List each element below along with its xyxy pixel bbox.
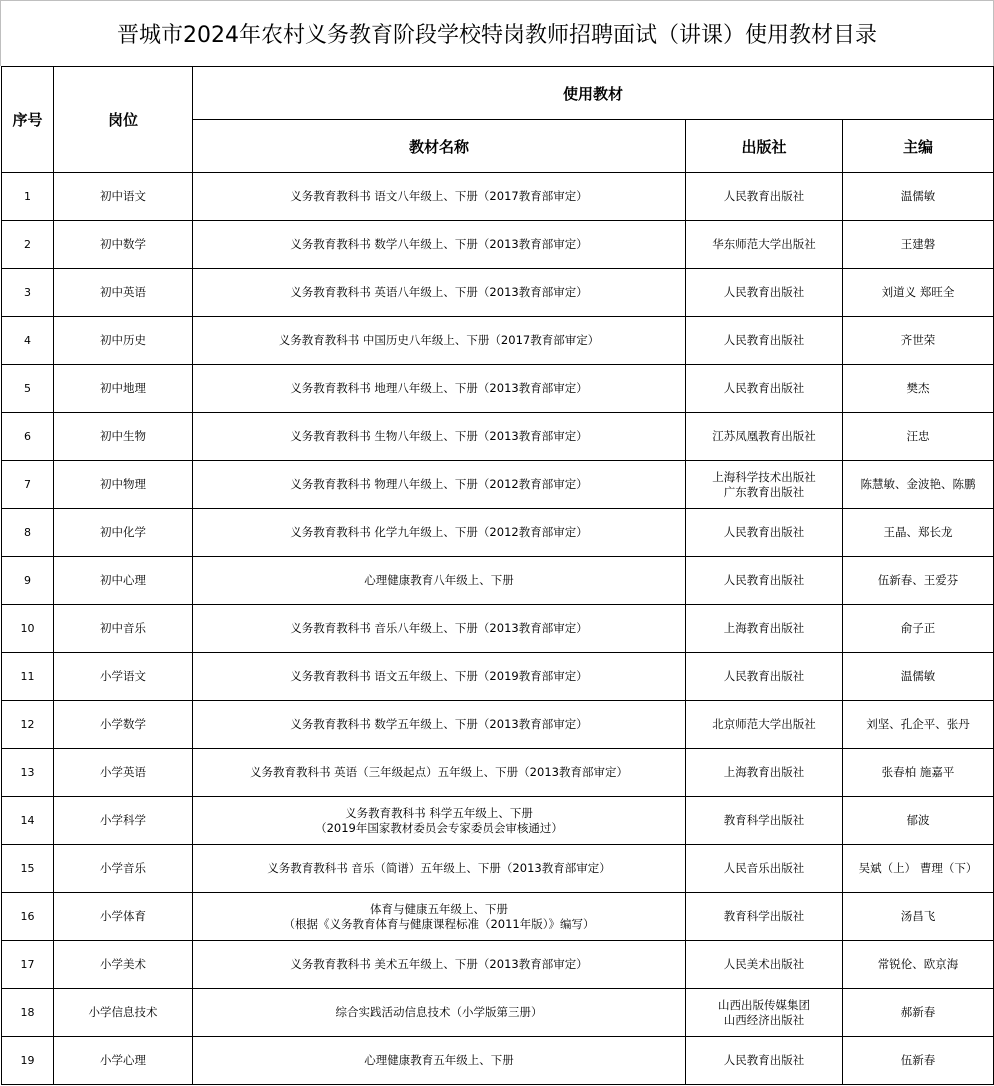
editor-cell: 伍新春 <box>843 1037 994 1085</box>
textbook-name-cell <box>193 461 686 509</box>
table-row <box>2 365 994 413</box>
textbook-name-line: 义务教育教科书 物理八年级上、下册（2012教育部审定） <box>290 477 588 491</box>
table-row <box>2 509 994 557</box>
editor-cell: 刘坚、孔企平、张丹 <box>843 701 994 749</box>
table-row <box>2 749 994 797</box>
textbook-name-line: 义务教育教科书 数学八年级上、下册（2013教育部审定） <box>290 237 588 251</box>
publisher-cell <box>686 1037 843 1085</box>
publisher-line: 江苏凤凰教育出版社 <box>712 429 816 443</box>
publisher-cell <box>686 557 843 605</box>
publisher-line: 教育科学出版社 <box>723 813 805 827</box>
table-body <box>2 173 994 1085</box>
publisher-line: 人民教育出版社 <box>723 381 805 395</box>
editor-cell: 汪忠 <box>843 413 994 461</box>
textbook-name-cell <box>193 365 686 413</box>
table-row <box>2 317 994 365</box>
textbook-name-line: 义务教育教科书 音乐（简谱）五年级上、下册（2013教育部审定） <box>267 861 611 875</box>
textbook-name-cell <box>193 269 686 317</box>
textbook-name-line: 义务教育教科书 生物八年级上、下册（2013教育部审定） <box>290 429 588 443</box>
table-row <box>2 701 994 749</box>
textbook-name-line: 义务教育教科书 中国历史八年级上、下册（2017教育部审定） <box>278 333 600 347</box>
publisher-cell <box>686 701 843 749</box>
row-number: 10 <box>2 605 54 653</box>
post-cell: 小学美术 <box>54 941 193 989</box>
textbook-name-cell <box>193 221 686 269</box>
table-row <box>2 413 994 461</box>
textbook-name-cell <box>193 845 686 893</box>
textbook-name-cell <box>193 749 686 797</box>
publisher-cell <box>686 461 843 509</box>
textbook-name-cell <box>193 701 686 749</box>
post-cell: 初中音乐 <box>54 605 193 653</box>
publisher-line: 上海教育出版社 <box>723 765 805 779</box>
editor-cell: 伍新春、王爱芬 <box>843 557 994 605</box>
post-cell: 小学体育 <box>54 893 193 941</box>
editor-cell: 汤昌飞 <box>843 893 994 941</box>
editor-cell: 吴斌（上） 曹理（下） <box>843 845 994 893</box>
table-row <box>2 461 994 509</box>
textbook-name-line: 义务教育教科书 地理八年级上、下册（2013教育部审定） <box>290 381 588 395</box>
editor-cell: 王晶、郑长龙 <box>843 509 994 557</box>
row-number: 5 <box>2 365 54 413</box>
post-cell: 小学信息技术 <box>54 989 193 1037</box>
post-cell: 初中英语 <box>54 269 193 317</box>
textbook-name-line: 义务教育教科书 语文五年级上、下册（2019教育部审定） <box>290 669 588 683</box>
publisher-cell <box>686 989 843 1037</box>
row-number: 9 <box>2 557 54 605</box>
publisher-line: 广东教育出版社 <box>723 484 805 499</box>
publisher-line: 教育科学出版社 <box>723 909 805 923</box>
publisher-line: 人民美术出版社 <box>723 957 805 971</box>
editor-cell: 王建磐 <box>843 221 994 269</box>
publisher-line: 人民教育出版社 <box>723 1053 805 1067</box>
row-number: 3 <box>2 269 54 317</box>
publisher-cell <box>686 365 843 413</box>
textbook-name-line: （根据《义务教育体育与健康课程标准（2011年版）》编写） <box>283 916 595 931</box>
textbook-name-line: （2019年国家教材委员会专家委员会审核通过） <box>315 820 563 835</box>
editor-cell: 郝新春 <box>843 989 994 1037</box>
table-row <box>2 653 994 701</box>
publisher-line: 人民教育出版社 <box>723 525 805 539</box>
table-row <box>2 269 994 317</box>
header-post: 岗位 <box>54 67 193 173</box>
table-row <box>2 173 994 221</box>
row-number: 4 <box>2 317 54 365</box>
publisher-cell <box>686 221 843 269</box>
post-cell: 小学语文 <box>54 653 193 701</box>
table-row <box>2 221 994 269</box>
textbook-name-line: 体育与健康五年级上、下册 <box>370 901 508 916</box>
row-number: 7 <box>2 461 54 509</box>
editor-cell: 俞子正 <box>843 605 994 653</box>
publisher-line: 北京师范大学出版社 <box>712 717 816 731</box>
textbook-name-cell <box>193 797 686 845</box>
row-number: 18 <box>2 989 54 1037</box>
textbook-name-cell <box>193 173 686 221</box>
textbook-name-line: 义务教育教科书 化学九年级上、下册（2012教育部审定） <box>290 525 588 539</box>
header-seq: 序号 <box>2 67 54 173</box>
row-number: 14 <box>2 797 54 845</box>
editor-cell: 温儒敏 <box>843 653 994 701</box>
publisher-cell <box>686 797 843 845</box>
row-number: 2 <box>2 221 54 269</box>
row-number: 8 <box>2 509 54 557</box>
row-number: 6 <box>2 413 54 461</box>
post-cell: 初中历史 <box>54 317 193 365</box>
publisher-line: 上海科学技术出版社 <box>712 469 816 484</box>
table-row <box>2 941 994 989</box>
textbook-name-line: 心理健康教育八年级上、下册 <box>364 573 514 587</box>
editor-cell: 常锐伦、欧京海 <box>843 941 994 989</box>
row-number: 12 <box>2 701 54 749</box>
post-cell: 初中数学 <box>54 221 193 269</box>
row-number: 16 <box>2 893 54 941</box>
post-cell: 小学数学 <box>54 701 193 749</box>
row-number: 15 <box>2 845 54 893</box>
textbook-name-line: 义务教育教科书 科学五年级上、下册 <box>345 805 533 820</box>
textbook-name-cell <box>193 893 686 941</box>
textbook-name-cell <box>193 509 686 557</box>
post-cell: 小学英语 <box>54 749 193 797</box>
publisher-line: 上海教育出版社 <box>723 621 805 635</box>
publisher-line: 山西经济出版社 <box>723 1012 805 1027</box>
table-row <box>2 845 994 893</box>
row-number: 17 <box>2 941 54 989</box>
publisher-line: 人民教育出版社 <box>723 669 805 683</box>
textbook-name-cell <box>193 1037 686 1085</box>
textbook-name-cell <box>193 605 686 653</box>
page-title: 晋城市2024年农村义务教育阶段学校特岗教师招聘面试（讲课）使用教材目录 <box>0 0 994 66</box>
table-row <box>2 557 994 605</box>
textbook-name-line: 义务教育教科书 音乐八年级上、下册（2013教育部审定） <box>290 621 588 635</box>
header-textbook-group: 使用教材 <box>193 67 994 120</box>
publisher-cell <box>686 317 843 365</box>
publisher-cell <box>686 413 843 461</box>
textbook-name-line: 义务教育教科书 美术五年级上、下册（2013教育部审定） <box>290 957 588 971</box>
publisher-cell <box>686 941 843 989</box>
publisher-cell <box>686 749 843 797</box>
post-cell: 初中物理 <box>54 461 193 509</box>
row-number: 19 <box>2 1037 54 1085</box>
table-row <box>2 1037 994 1085</box>
textbook-name-line: 义务教育教科书 数学五年级上、下册（2013教育部审定） <box>290 717 588 731</box>
table-row <box>2 605 994 653</box>
table-row <box>2 893 994 941</box>
post-cell: 初中化学 <box>54 509 193 557</box>
post-cell: 小学科学 <box>54 797 193 845</box>
editor-cell: 张春柏 施嘉平 <box>843 749 994 797</box>
textbook-name-cell <box>193 413 686 461</box>
post-cell: 初中生物 <box>54 413 193 461</box>
textbook-name-line: 义务教育教科书 语文八年级上、下册（2017教育部审定） <box>290 189 588 203</box>
textbook-table <box>1 66 994 1085</box>
publisher-cell <box>686 653 843 701</box>
publisher-cell <box>686 509 843 557</box>
textbook-name-line: 义务教育教科书 英语（三年级起点）五年级上、下册（2013教育部审定） <box>250 765 628 779</box>
post-cell: 初中心理 <box>54 557 193 605</box>
post-cell: 小学音乐 <box>54 845 193 893</box>
post-cell: 小学心理 <box>54 1037 193 1085</box>
post-cell: 初中地理 <box>54 365 193 413</box>
textbook-name-cell <box>193 989 686 1037</box>
publisher-line: 人民教育出版社 <box>723 333 805 347</box>
post-cell: 初中语文 <box>54 173 193 221</box>
editor-cell: 刘道义 郑旺全 <box>843 269 994 317</box>
textbook-name-line: 综合实践活动信息技术（小学版第三册） <box>335 1005 543 1019</box>
table-row <box>2 797 994 845</box>
textbook-name-line: 义务教育教科书 英语八年级上、下册（2013教育部审定） <box>290 285 588 299</box>
textbook-name-cell <box>193 941 686 989</box>
textbook-name-cell <box>193 653 686 701</box>
publisher-line: 山西出版传媒集团 <box>718 997 810 1012</box>
editor-cell: 温儒敏 <box>843 173 994 221</box>
header-publisher: 出版社 <box>686 120 843 173</box>
publisher-line: 华东师范大学出版社 <box>712 237 816 251</box>
editor-cell: 陈慧敏、金波艳、陈鹏 <box>843 461 994 509</box>
textbook-name-line: 心理健康教育五年级上、下册 <box>364 1053 514 1067</box>
editor-cell: 樊杰 <box>843 365 994 413</box>
publisher-cell <box>686 173 843 221</box>
publisher-cell <box>686 893 843 941</box>
publisher-cell <box>686 845 843 893</box>
editor-cell: 郁波 <box>843 797 994 845</box>
header-textbook-name: 教材名称 <box>193 120 686 173</box>
publisher-line: 人民教育出版社 <box>723 285 805 299</box>
header-editor: 主编 <box>843 120 994 173</box>
textbook-name-cell <box>193 317 686 365</box>
publisher-cell <box>686 269 843 317</box>
row-number: 1 <box>2 173 54 221</box>
row-number: 13 <box>2 749 54 797</box>
row-number: 11 <box>2 653 54 701</box>
publisher-line: 人民音乐出版社 <box>723 861 805 875</box>
publisher-line: 人民教育出版社 <box>723 189 805 203</box>
publisher-line: 人民教育出版社 <box>723 573 805 587</box>
textbook-name-cell <box>193 557 686 605</box>
table-row <box>2 989 994 1037</box>
publisher-cell <box>686 605 843 653</box>
editor-cell: 齐世荣 <box>843 317 994 365</box>
